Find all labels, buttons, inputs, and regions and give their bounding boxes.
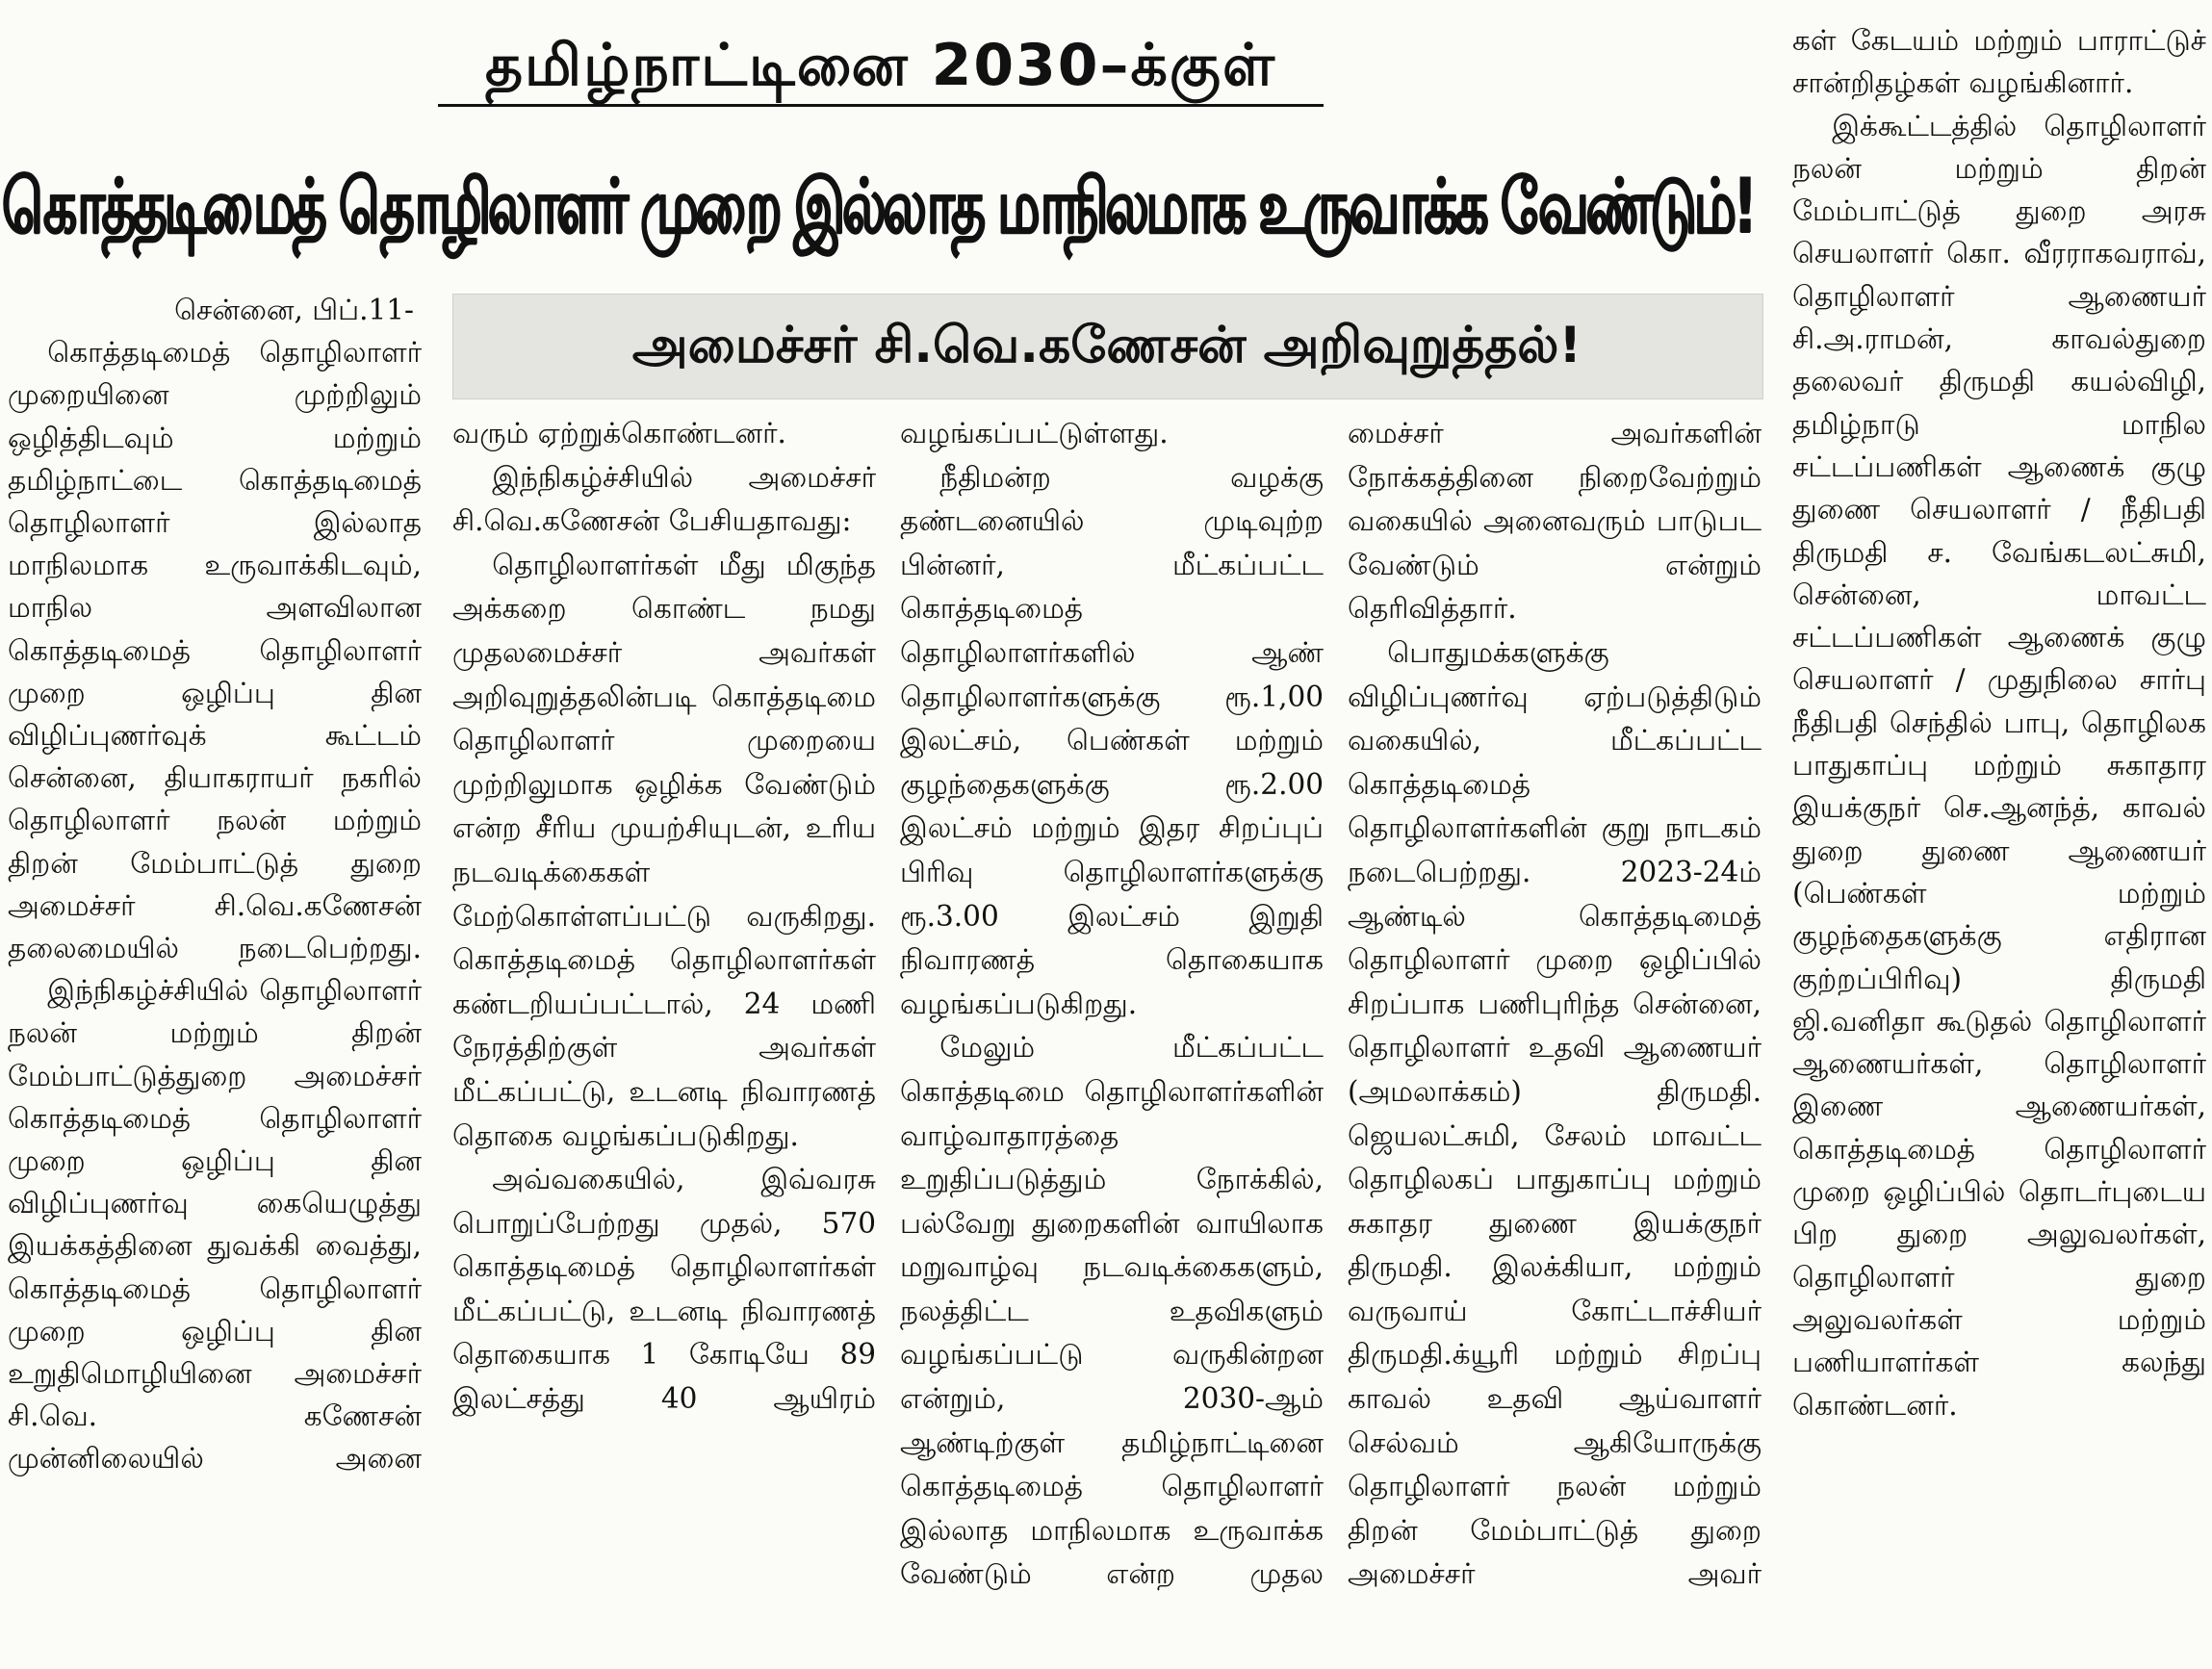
article-column-1 bbox=[8, 289, 422, 1665]
paragraph: வழங்கப்பட்டுள்ளது. bbox=[900, 417, 1169, 449]
paragraph: இக்கூட்டத்தில் தொழிலாளர் நலன் மற்றும் திறன் மேம்பாட்டுத் துறை அரசு செயலாளர் கொ. வீரராகவராவ், தொழிலாளர் ஆணையர் சி.அ.ராமன், காவல்துறை தலைவர் திருமதி கயல்விழி, தமிழ்நாடு மாநில சட்டப்பணிகள் ஆணைக் குழு துணை செயலாளர் / நீதிபதி திருமதி ச. வேங்கடலட்சுமி, சென்னை, மாவட்ட சட்டப்பணிகள் ஆணைக் குழு செயலாளர் / முதுநிலை சார்பு நீதிபதி செந்தில் பாபு, தொழிலக பாதுகாப்பு மற்றும் சுகாதார இயக்குநர் செ.ஆனந்த், காவல் துறை துணை ஆணையர் (பெண்கள் மற்றும் குழந்தைகளுக்கு எதிரான குற்றப்பிரிவு) திருமதி ஜி.வனிதா கூடுதல் தொழிலாளர் ஆணையர்கள், தொழிலாளர் இணை ஆணையர்கள், கொத்தடிமைத் தொழிலாளர் முறை ஒழிப்பில் தொடர்புடைய பிற துறை அலுவலர்கள், தொழிலாளர் துறை அலுவலர்கள் மற்றும் பணியாளர்கள் கலந்து கொண்டனர். bbox=[1792, 109, 2206, 1422]
paragraph: நீதிமன்ற வழக்கு தண்டனையில் முடிவுற்ற பின்னர், மீட்கப்பட்ட கொத்தடிமைத் தொழிலாளர்களில் ஆண் தொழிலாளர்களுக்கு ரூ.1,00 இலட்சம், பெண்கள் மற்றும் குழந்தைகளுக்கு ரூ.2.00 இலட்சம் மற்றும் இதர சிறப்புப் பிரிவு தொழிலாளர்களுக்கு ரூ.3.00 இலட்சம் இறுதி நிவாரணத் தொகையாக வழங்கப்படுகிறது. bbox=[900, 460, 1324, 1020]
article-column-4 bbox=[1348, 412, 1762, 1665]
paragraph: வரும் ஏற்றுக்கொண்டனர். bbox=[452, 417, 786, 449]
paragraph: அவ்வகையில், இவ்வரசு பொறுப்பேற்றது முதல், 570 கொத்தடிமைத் தொழிலாளர்கள் மீட்கப்பட்டு, உடனடி நிவாரணத் தொகையாக 1 கோடியே 89 இலட்சத்து 40 ஆயிரம் bbox=[452, 1163, 876, 1416]
paragraph: கள் கேடயம் மற்றும் பாராட்டுச் சான்றிதழ்கள் வழங்கினார். bbox=[1792, 24, 2206, 100]
paragraph: கொத்தடிமைத் தொழிலாளர் முறையினை முற்றிலும் ஒழித்திடவும் மற்றும் தமிழ்நாட்டை கொத்தடிமைத் தொழிலாளர் இல்லாத மாநிலமாக உருவாக்கிடவும், மாநில அளவிலான கொத்தடிமைத் தொழிலாளர் முறை ஒழிப்பு தின விழிப்புணர்வுக் கூட்டம் சென்னை, தியாகராயர் நகரில் தொழிலாளர் நலன் மற்றும் திறன் மேம்பாட்டுத் துறை அமைச்சர் சி.வெ.கணேசன் தலைமையில் நடைபெற்றது. bbox=[8, 336, 422, 965]
dateline: சென்னை, பிப்.11- bbox=[174, 294, 414, 326]
kicker-underline bbox=[438, 104, 1324, 107]
paragraph: தொழிலாளர்கள் மீது மிகுந்த அக்கறை கொண்ட நமது முதலமைச்சர் அவர்கள் அறிவுறுத்தலின்படி கொத்தடிமை தொழிலாளர் முறையை முற்றிலுமாக ஒழிக்க வேண்டும் என்ற சீரிய முயற்சியுடன், உரிய நடவடிக்கைகள் மேற்கொள்ளப்பட்டு வருகிறது. கொத்தடிமைத் தொழிலாளர்கள் கண்டறியப்பட்டால், 24 மணி நேரத்திற்குள் அவர்கள் மீட்கப்பட்டு, உடனடி நிவாரணத் தொகை வழங்கப்படுகிறது. bbox=[452, 548, 876, 1152]
paragraph: இந்நிகழ்ச்சியில் அமைச்சர் சி.வெ.கணேசன் பேசியதாவது: bbox=[452, 460, 876, 538]
paragraph: இந்நிகழ்ச்சியில் தொழிலாளர் நலன் மற்றும் திறன் மேம்பாட்டுத்துறை அமைச்சர் கொத்தடிமைத் தொழிலாளர் முறை ஒழிப்பு தின விழிப்புணர்வு கையெழுத்து இயக்கத்தினை துவக்கி வைத்து, கொத்தடிமைத் தொழிலாளர் முறை ஒழிப்பு தின உறுதிமொழியினை அமைச்சர் சி.வெ. கணேசன் முன்னிலையில் அனை bbox=[8, 974, 422, 1476]
deck-subheading: அமைச்சர் சி.வெ.கணேசன் அறிவுறுத்தல்! bbox=[631, 317, 1582, 374]
paragraph: மைச்சர் அவர்களின் நோக்கத்தினை நிறைவேற்றும் வகையில் அனைவரும் பாடுபட வேண்டும் என்றும் தெரிவித்தார். bbox=[1348, 417, 1762, 626]
paragraph: பொதுமக்களுக்கு விழிப்புணர்வு ஏற்படுத்திடும் வகையில், மீட்கப்பட்ட கொத்தடிமைத் தொழிலாளர்களின் குறு நாடகம் நடைபெற்றது. 2023-24ம் ஆண்டில் கொத்தடிமைத் தொழிலாளர் முறை ஒழிப்பில் சிறப்பாக பணிபுரிந்த சென்னை, தொழிலாளர் உதவி ஆணையர் (அமலாக்கம்) திருமதி. ஜெயலட்சுமி, சேலம் மாவட்ட தொழிலகப் பாதுகாப்பு மற்றும் சுகாதர துணை இயக்குநர் திருமதி. இலக்கியா, மற்றும் வருவாய் கோட்டாச்சியர் திருமதி.க்யூரி மற்றும் சிறப்பு காவல் உதவி ஆய்வாளர் செல்வம் ஆகியோருக்கு தொழிலாளர் நலன் மற்றும் திறன் மேம்பாட்டுத் துறை அமைச்சர் அவர் bbox=[1348, 635, 1762, 1591]
main-headline: கொத்தடிமைத் தொழிலாளர் முறை இல்லாத மாநிலமாக உருவாக்க வேண்டும்! bbox=[2, 164, 1755, 250]
article-column-5 bbox=[1792, 19, 2206, 1656]
kicker-heading: தமிழ்நாட்டினை 2030–க்குள் bbox=[484, 32, 1277, 99]
paragraph: மேலும் மீட்கப்பட்ட கொத்தடிமை தொழிலாளர்களின் வாழ்வாதாரத்தை உறுதிப்படுத்தும் நோக்கில், பல்வேறு துறைகளின் வாயிலாக மறுவாழ்வு நடவடிக்கைகளும், நலத்திட்ட உதவிகளும் வழங்கப்பட்டு வருகின்றன என்றும், 2030-ஆம் ஆண்டிற்குள் தமிழ்நாட்டினை கொத்தடிமைத் தொழிலாளர் இல்லாத மாநிலமாக உருவாக்க வேண்டும் என்ற முதல bbox=[900, 1031, 1324, 1591]
article-column-2 bbox=[452, 412, 876, 1665]
article-column-3 bbox=[900, 412, 1324, 1665]
